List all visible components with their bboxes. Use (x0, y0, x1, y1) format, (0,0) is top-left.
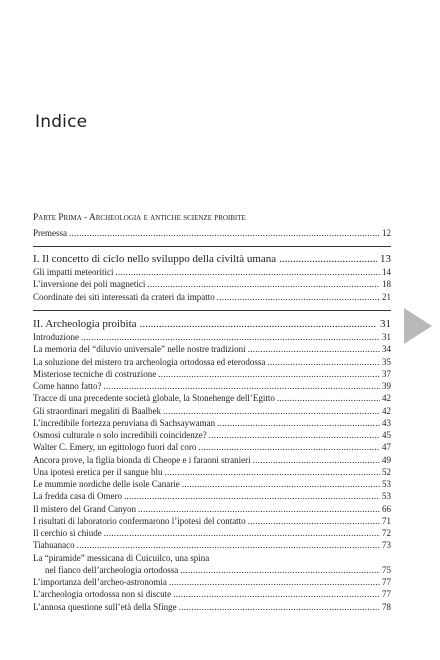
leader-dots (248, 515, 380, 527)
leader-dots (279, 252, 377, 266)
chapter-title: I. Il concetto di ciclo nello sviluppo della civiltà umana (33, 253, 277, 265)
toc-entry-page: 42 (382, 405, 391, 416)
toc-entry[interactable] (33, 552, 391, 564)
leader-dots (138, 503, 380, 515)
leader-dots (217, 291, 380, 303)
toc-entry-title: La memoria del “diluvio universale” nelle nostre tradizioni (33, 344, 246, 355)
toc-entry-page: 43 (382, 417, 391, 428)
toc-entry-title: La fredda casa di Omero (33, 491, 122, 502)
leader-dots (124, 490, 380, 502)
leader-dots (103, 380, 380, 392)
toc-entry-page: 53 (382, 479, 391, 489)
toc-entry-title: Tracce di una precedente società globale, la Stonehenge dell’Egitto (33, 393, 275, 404)
leader-dots (198, 441, 380, 453)
toc-entry-page: 77 (382, 577, 391, 587)
toc-entry[interactable] (33, 564, 391, 576)
toc-entry-page: 72 (382, 528, 391, 538)
toc-entry-title: Premessa (33, 228, 67, 238)
toc-entry-title: L’incredibile fortezza peruviana di Sachsaywaman (33, 417, 216, 428)
toc-entry[interactable] (33, 527, 391, 539)
toc-entry-page: 35 (382, 356, 391, 367)
part-prefix: Parte Prima - (33, 213, 90, 223)
leader-dots (180, 564, 380, 576)
toc-entry-title: Walter C. Emery, un egittologo fuori dal coro (33, 442, 197, 453)
toc-entry[interactable] (33, 343, 391, 355)
toc-entry-page: 34 (382, 344, 391, 355)
leader-dots (77, 539, 380, 551)
toc-entry[interactable] (33, 441, 391, 453)
leader-dots (81, 331, 380, 343)
toc-entry-title: L’archeologia ortodossa non si discute (33, 589, 172, 600)
toc-entry-page: 75 (382, 564, 391, 575)
toc-entry-title: La “piramide” messicana di Cuicuilco, una spina (33, 552, 210, 563)
leader-dots (182, 478, 380, 490)
toc-entry-title: Il mistero del Grand Canyon (33, 503, 136, 514)
toc-entry-page: 73 (382, 540, 391, 551)
toc-entry-title: L’inversione dei poli magnetici (33, 279, 146, 290)
divider (33, 310, 391, 311)
leader-dots (217, 417, 380, 429)
toc-entry-title: Ancora prove, la figlia bionda di Cheope e i faraoni stranieri (33, 454, 251, 465)
leader-dots (179, 601, 380, 613)
toc-entry[interactable] (33, 490, 391, 502)
leader-dots (115, 266, 380, 278)
leader-dots (147, 278, 380, 290)
toc-entry-title: Misteriose tecniche di costruzione (33, 368, 157, 379)
toc-entry-page: 71 (382, 515, 391, 526)
part-title: Archeologia e antiche scienze proibite (89, 213, 246, 223)
toc-entry[interactable] (33, 588, 391, 600)
toc-entry-page: 47 (382, 442, 391, 453)
toc-entry-title: Una ipotesi eretica per il sangue blu (33, 466, 163, 477)
divider (33, 246, 391, 247)
toc-entry-page: 31 (382, 332, 391, 342)
toc-entry[interactable] (33, 380, 391, 392)
toc-entry[interactable] (33, 454, 391, 466)
toc-entry-page: 45 (382, 430, 391, 440)
toc-entry[interactable] (33, 576, 391, 588)
toc-entry-title: Come hanno fatto? (33, 381, 102, 391)
toc-entry-page: 21 (382, 291, 391, 302)
toc-entry[interactable] (33, 478, 391, 490)
toc-entry-page: 66 (382, 503, 391, 514)
toc-entry-title: Le mummie nordiche delle isole Canarie (33, 479, 180, 489)
toc-entry-title: nel fianco dell’archeologia ortodossa (45, 564, 179, 575)
toc-entry[interactable] (33, 368, 391, 380)
toc-entry[interactable] (33, 417, 391, 429)
toc-entry-title: Introduzione (33, 332, 79, 342)
toc-entry-title: I risultati di laboratorio confermarono l’ipotesi del contatto (33, 515, 246, 526)
toc-entry-page: 77 (382, 589, 391, 600)
toc-entry[interactable] (33, 291, 391, 303)
toc-entry[interactable] (33, 539, 391, 551)
toc-entry[interactable] (33, 392, 391, 404)
toc-entry-title: La soluzione del mistero tra archeologia ortodossa ed eterodossa (33, 356, 266, 367)
leader-dots (267, 356, 380, 368)
chapter-heading[interactable] (33, 252, 391, 266)
toc-entry-page: 49 (382, 454, 391, 465)
leader-dots (69, 227, 380, 239)
toc-entry-page: 12 (382, 228, 391, 238)
page-title: Indice (35, 112, 88, 132)
toc-entry[interactable] (33, 356, 391, 368)
toc-entry-title: L’annosa questione sull’età della Sfinge (33, 601, 177, 612)
leader-dots (253, 454, 380, 466)
toc-entry-page: 18 (382, 279, 391, 290)
toc-entry-title: Osmosi culturale o solo incredibili coincidenze? (33, 430, 207, 440)
toc-entry-title: Coordinate dei siti interessati da crateri da impatto (33, 291, 215, 302)
toc-entry-title: L’importanza dell’archeo-astronomia (33, 577, 167, 587)
chapter-page: 31 (380, 318, 391, 330)
part-section (33, 212, 391, 239)
toc-entry[interactable] (33, 224, 391, 239)
chapter-title: II. Archeologia proibita (33, 318, 137, 330)
leader-dots (158, 368, 380, 380)
leader-dots (140, 317, 377, 331)
toc-entry-page: 52 (382, 466, 391, 477)
toc-entry[interactable] (33, 601, 391, 613)
chapter-2 (33, 317, 391, 613)
leader-dots (277, 392, 380, 404)
toc-entry[interactable] (33, 278, 391, 290)
toc-entry-title: Il cerchio si chiude (33, 528, 102, 538)
toc-entry-page: 53 (382, 491, 391, 502)
toc-entry-page: 42 (382, 393, 391, 404)
leader-dots (173, 588, 380, 600)
leader-dots (164, 466, 380, 478)
next-page-arrow-icon[interactable] (404, 308, 432, 344)
toc-entry-title: Tiahuanaco (33, 540, 75, 551)
part-heading (33, 212, 391, 224)
toc-entry-page: 78 (382, 601, 391, 612)
toc-entry[interactable] (33, 405, 391, 417)
toc-entry[interactable] (33, 515, 391, 527)
toc-entry[interactable] (33, 429, 391, 441)
chapter-1 (33, 252, 391, 303)
toc-entry-page: 37 (382, 368, 391, 379)
toc-entry-page: 39 (382, 381, 391, 391)
chapter-heading[interactable] (33, 317, 391, 331)
chapter-2-entries (33, 331, 391, 613)
leader-dots (163, 405, 380, 417)
toc-entry-title: Gli impatti meteoritici (33, 267, 114, 277)
toc-entry[interactable] (33, 331, 391, 343)
chapter-page: 13 (380, 253, 391, 265)
toc-entry-page: 14 (382, 267, 391, 277)
toc-entry[interactable] (33, 503, 391, 515)
toc-entry[interactable] (33, 466, 391, 478)
leader-dots (104, 527, 380, 539)
toc-entry-title: Gli straordinari megaliti di Baalbek (33, 405, 161, 416)
leader-dots (248, 343, 380, 355)
leader-dots (169, 576, 380, 588)
leader-dots (209, 429, 380, 441)
toc-entry[interactable] (33, 266, 391, 278)
